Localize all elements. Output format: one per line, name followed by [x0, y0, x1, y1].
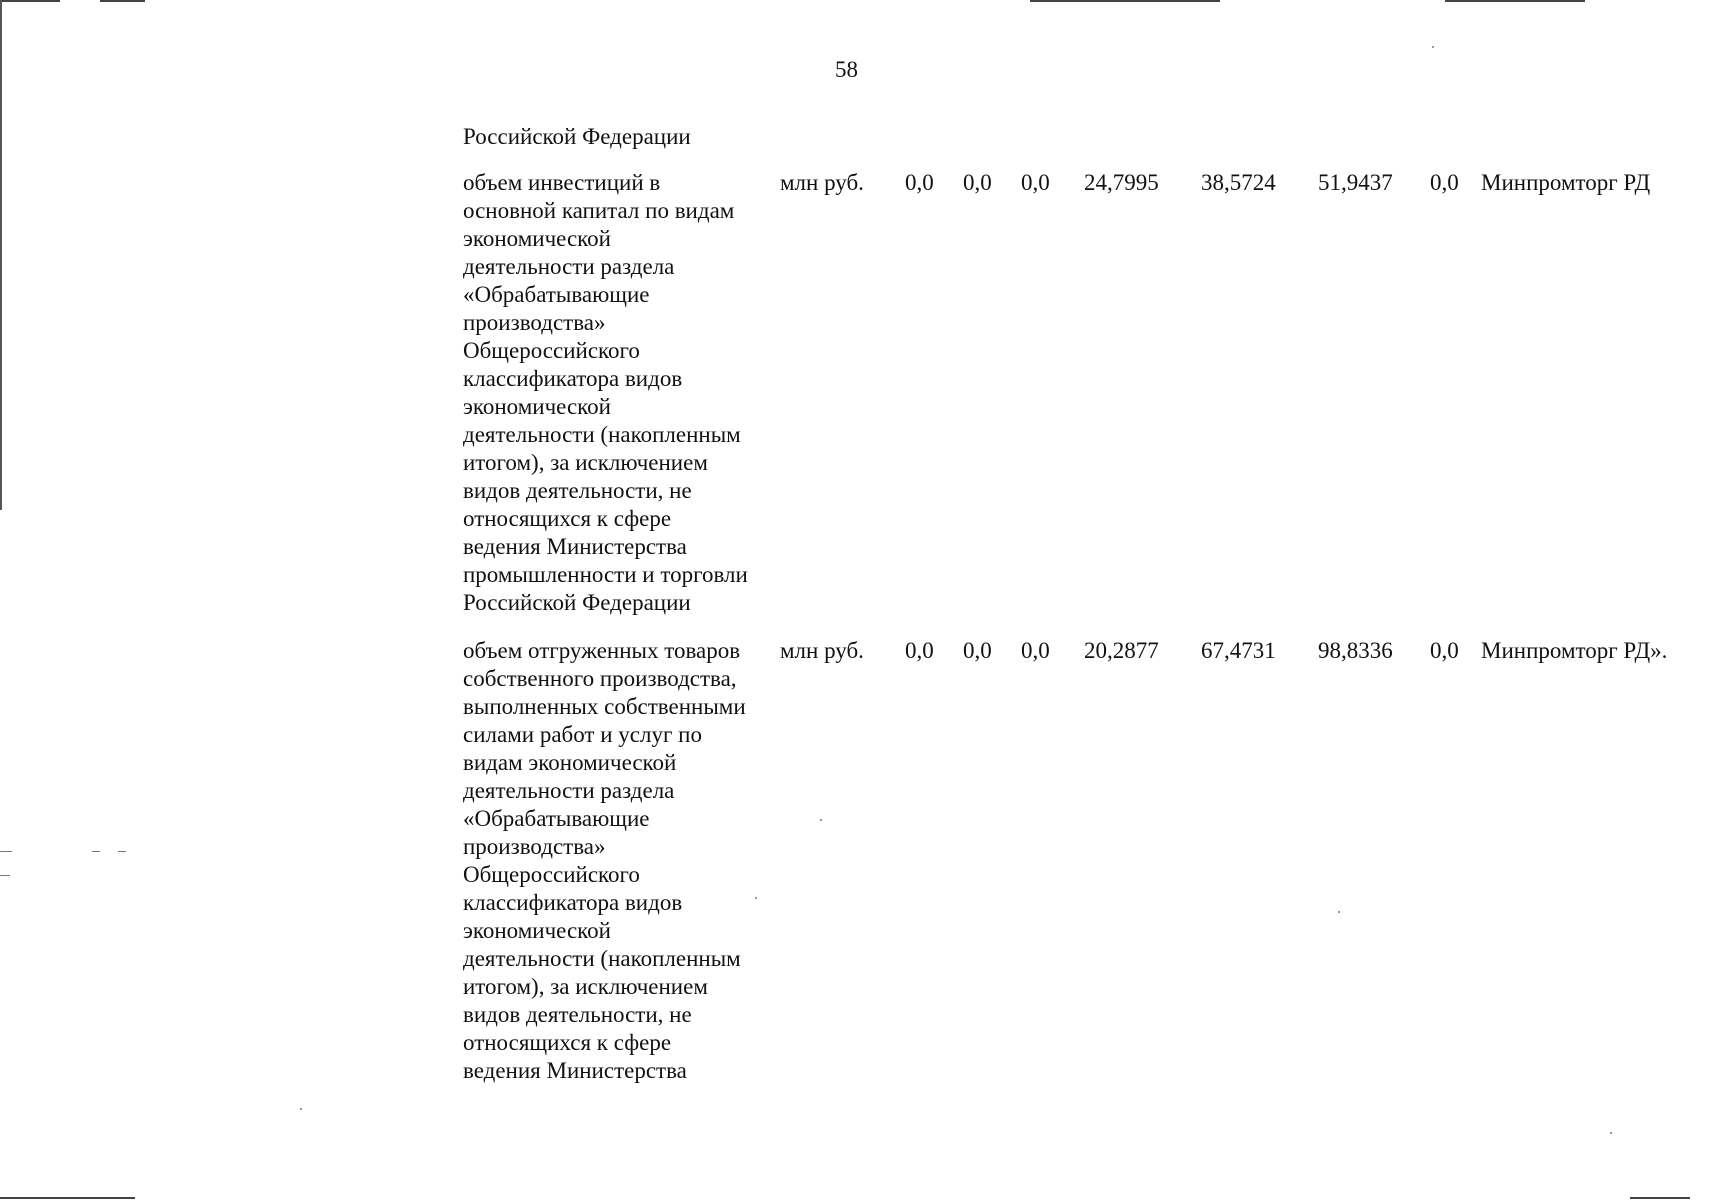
indicator-line: Общероссийского: [463, 338, 640, 363]
value-cell: 24,7995: [1084, 170, 1159, 195]
indicator-line: основной капитал по видам: [463, 198, 735, 223]
indicator-line: производства»: [463, 834, 606, 859]
scan-speck: [1432, 46, 1434, 48]
indicator-line: видов деятельности, не: [463, 1002, 692, 1027]
indicator-line: экономической: [463, 918, 611, 943]
value-cell: 0,0: [1021, 638, 1050, 663]
indicator-line: ведения Министерства: [463, 534, 687, 559]
indicator-line: промышленности и торговли: [463, 562, 748, 587]
value-cell: 98,8336: [1318, 638, 1393, 663]
value-cell: 20,2877: [1084, 638, 1159, 663]
value-cell: 0,0: [1021, 170, 1050, 195]
scan-border-top: [0, 0, 1714, 2]
scan-speck: [820, 819, 822, 821]
scan-mark: [0, 875, 10, 876]
indicator-line: объем отгруженных товаров: [463, 638, 741, 663]
indicator-line: видам экономической: [463, 750, 677, 775]
indicator-line: ведения Министерства: [463, 1058, 687, 1083]
indicator-line: относящихся к сфере: [463, 506, 672, 531]
scan-mark: [0, 851, 12, 852]
indicator-line: классификатора видов: [463, 366, 683, 391]
value-cell: 0,0: [1430, 170, 1459, 195]
indicator-line: Российской Федерации: [463, 590, 691, 615]
indicator-line: деятельности (накопленным: [463, 946, 741, 971]
indicator-line: итогом), за исключением: [463, 450, 708, 475]
value-cell: 0,0: [1430, 638, 1459, 663]
indicator-line: экономической: [463, 226, 611, 251]
value-cell: 67,4731: [1201, 638, 1276, 663]
unit-cell: млн руб.: [780, 170, 864, 195]
indicator-line: деятельности раздела: [463, 778, 675, 803]
value-cell: 0,0: [905, 170, 934, 195]
responsible-cell: Минпромторг РД: [1481, 170, 1651, 195]
indicator-line: относящихся к сфере: [463, 1030, 672, 1055]
unit-cell: млн руб.: [780, 638, 864, 663]
indicator-text: [463, 169, 778, 617]
responsible-cell: Минпромторг РД».: [1481, 638, 1668, 663]
indicator-line: «Обрабатывающие: [463, 282, 650, 307]
value-cell: 0,0: [905, 638, 934, 663]
indicator-line: видов деятельности, не: [463, 478, 692, 503]
indicator-text: [463, 637, 778, 1085]
scan-border-left: [0, 0, 2, 510]
indicator-line: объем инвестиций в: [463, 170, 661, 195]
value-cell: 51,9437: [1318, 170, 1393, 195]
value-cell: 0,0: [963, 638, 992, 663]
page-number: 58: [835, 57, 858, 82]
scan-speck: [1610, 1132, 1612, 1134]
indicator-line: выполненных собственными: [463, 694, 746, 719]
indicator-line: производства»: [463, 310, 606, 335]
indicator-line: Общероссийского: [463, 862, 640, 887]
scan-mark: [118, 851, 126, 852]
indicator-line: деятельности (накопленным: [463, 422, 741, 447]
indicator-line: деятельности раздела: [463, 254, 675, 279]
value-cell: 0,0: [963, 170, 992, 195]
indicator-line: экономической: [463, 394, 611, 419]
scan-speck: [1338, 911, 1340, 913]
scan-mark: [92, 851, 100, 852]
scan-speck: [300, 1108, 302, 1110]
carry-over-text: Российской Федерации: [463, 124, 691, 149]
indicator-line: классификатора видов: [463, 890, 683, 915]
indicator-line: «Обрабатывающие: [463, 806, 650, 831]
indicator-line: силами работ и услуг по: [463, 722, 702, 747]
indicator-line: итогом), за исключением: [463, 974, 708, 999]
indicator-line: собственного производства,: [463, 666, 737, 691]
value-cell: 38,5724: [1201, 170, 1276, 195]
scan-border-bottom: [0, 1197, 1714, 1199]
